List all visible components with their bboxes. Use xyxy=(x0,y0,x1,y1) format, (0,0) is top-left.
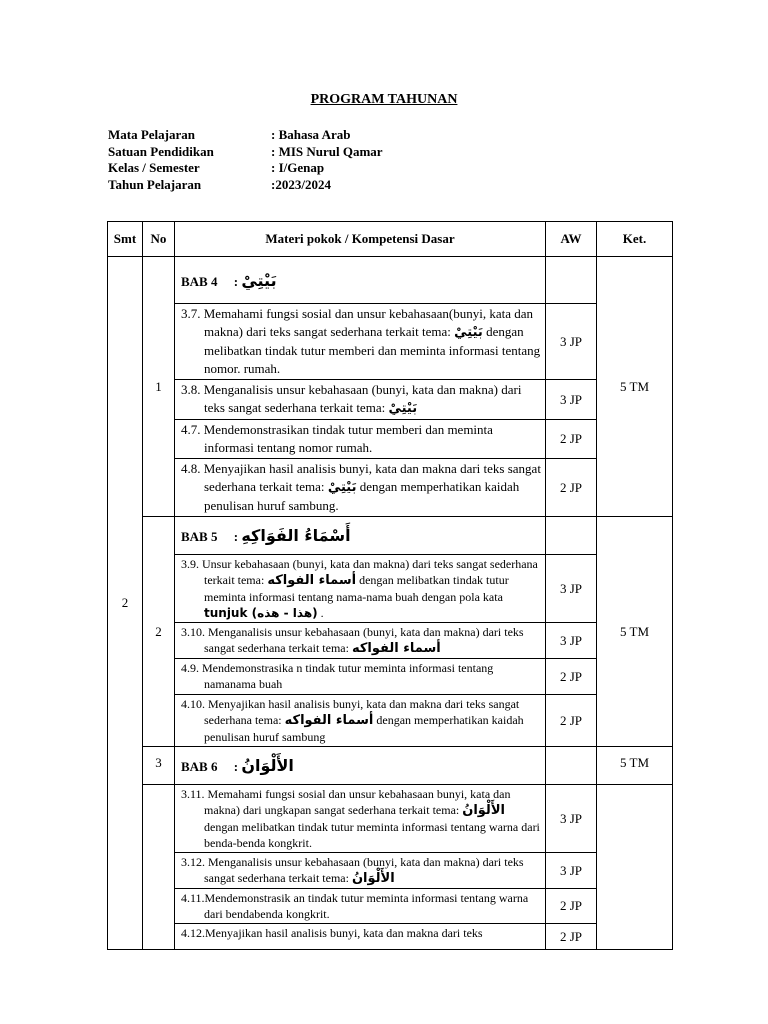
meta-row-subject xyxy=(108,127,383,144)
aw-cell xyxy=(546,747,597,785)
aw-cell: 3 JP xyxy=(546,623,597,659)
meta-row-class xyxy=(108,160,383,177)
kd-text-cont: dengan melibatkan tindak tutur meminta informasi tentang warna dari benda-benda kongkrit. xyxy=(204,820,540,850)
kd-arabic: أسماء الفواكه xyxy=(284,713,374,728)
kd-text: 4.8. Menyajikan hasil analisis bunyi, kata dan makna dari teks sangat sederhana terkait tema: xyxy=(181,461,541,494)
meta-label: Mata Pelajaran xyxy=(108,127,196,142)
table-row xyxy=(108,380,673,420)
kd-arabic: بَيْتِيْ xyxy=(454,325,483,340)
aw-cell: 2 JP xyxy=(546,420,597,459)
table-row xyxy=(108,785,673,853)
meta-label: Kelas / Semester xyxy=(108,160,200,175)
kd-cell xyxy=(175,924,546,950)
meta-value: : Bahasa Arab xyxy=(271,127,351,142)
meta-value: : MIS Nurul Qamar xyxy=(271,143,383,159)
aw-cell: 2 JP xyxy=(546,459,597,517)
bab-heading xyxy=(175,517,546,555)
kd-text-cont: dengan melibatkan tindak tutur meminta informasi tentang nama-nama buah dengan pola kata xyxy=(204,573,509,604)
ket-cell: 5 TM xyxy=(597,747,673,785)
bab-arabic: أَسْمَاءُ الفَوَاكِهِ xyxy=(241,526,351,545)
kd-text-cont: dengan melibatkan tindak tutur memberi dan meminta informasi tentang nomor. rumah. xyxy=(204,324,541,376)
kd-cell xyxy=(175,853,546,889)
bab-row xyxy=(108,747,673,785)
bab-colon: : xyxy=(233,759,239,774)
kd-text: 3.7. Memahami fungsi sosial dan unsur kebahasaan(bunyi, kata dan makna) dari teks sangat sederhana terkait tema: xyxy=(181,306,533,339)
bab-heading xyxy=(175,747,546,785)
kd-arabic: بَيْتِيْ xyxy=(327,480,357,495)
kd-text-cont: dengan memperhatikan kaidah penulisan huruf sambung xyxy=(204,713,524,744)
header-smt: Smt xyxy=(108,222,143,257)
table-row xyxy=(108,853,673,889)
kd-cell xyxy=(175,623,546,659)
aw-cell: 3 JP xyxy=(546,785,597,853)
bab-arabic: الأَلْوَانُ xyxy=(241,756,294,775)
program-table xyxy=(107,221,673,950)
no-cell: 1 xyxy=(143,257,175,517)
header-materi: Materi pokok / Kompetensi Dasar xyxy=(175,222,546,257)
document-meta xyxy=(108,127,383,193)
ket-cell-empty xyxy=(597,785,673,950)
kd-cell xyxy=(175,459,546,517)
header-no: No xyxy=(143,222,175,257)
aw-cell: 2 JP xyxy=(546,659,597,695)
kd-bold: tunjuk (هذا - هذه) xyxy=(204,606,318,620)
bab-label: BAB 5 xyxy=(181,529,218,544)
table-row xyxy=(108,889,673,924)
meta-row-school xyxy=(108,144,383,161)
kd-text: 3.12. Menganalisis unsur kebahasaan (bunyi, kata dan makna) dari teks sangat sederhana terkait tema: xyxy=(181,855,524,885)
kd-cell xyxy=(175,380,546,420)
kd-text: 4.10. Menyajikan hasil analisis bunyi, kata dan makna dari teks sangat sederhana tema: xyxy=(181,697,520,727)
table-header-row xyxy=(108,222,673,257)
aw-cell: 3 JP xyxy=(546,555,597,623)
kd-cell xyxy=(175,420,546,459)
kd-cell xyxy=(175,889,546,924)
aw-cell: 3 JP xyxy=(546,304,597,380)
aw-cell: 3 JP xyxy=(546,853,597,889)
aw-cell: 2 JP xyxy=(546,695,597,747)
kd-text: 3.8. Menganalisis unsur kebahasaan (bunyi, kata dan makna) dari teks sangat sederhana terkait tema: xyxy=(181,382,522,415)
kd-arabic: أسماء الفواكه xyxy=(351,641,441,656)
aw-cell xyxy=(546,257,597,304)
kd-cell xyxy=(175,659,546,695)
kd-text: 4.11.Mendemonstrasik an tindak tutur meminta informasi tentang warna dari bendabenda kongkrit. xyxy=(181,891,529,921)
aw-cell: 2 JP xyxy=(546,889,597,924)
kd-cell xyxy=(175,304,546,380)
table-row xyxy=(108,659,673,695)
kd-arabic: الأَلْوَانُ xyxy=(351,871,395,886)
document-title: PROGRAM TAHUNAN xyxy=(310,92,458,107)
no-cell: 2 xyxy=(143,517,175,747)
meta-value: :2023/2024 xyxy=(271,176,331,192)
kd-text: 4.12.Menyajikan hasil analisis bunyi, kata dan makna dari teks xyxy=(181,926,483,940)
table-row xyxy=(108,924,673,950)
kd-text: 4.7. Mendemonstrasikan tindak tutur memberi dan meminta informasi tentang nomor rumah. xyxy=(181,422,493,455)
meta-value: : I/Genap xyxy=(271,160,325,175)
bab-label: BAB 4 xyxy=(181,273,218,289)
kd-cell xyxy=(175,695,546,747)
kd-cell xyxy=(175,555,546,623)
bab-row xyxy=(108,257,673,304)
no-cell: 3 xyxy=(143,747,175,785)
kd-arabic: أسماء الفواكه xyxy=(267,573,357,588)
bab-row xyxy=(108,517,673,555)
bab-label: BAB 6 xyxy=(181,759,218,774)
no-cell-empty xyxy=(143,785,175,950)
kd-arabic: الأَلْوَانُ xyxy=(462,803,505,818)
kd-arabic: بَيْتِيْ xyxy=(388,401,418,416)
kd-text: 3.11. Memahami fungsi sosial dan unsur kebahasaan bunyi, kata dan makna) dari ungkapan sangat sederhana terkait tema: xyxy=(181,787,511,817)
table-row xyxy=(108,623,673,659)
bab-arabic: بَيْتِيْ xyxy=(241,270,277,290)
table-row xyxy=(108,555,673,623)
bab-colon: : xyxy=(233,529,239,544)
kd-text-cont: dengan memperhatikan kaidah penulisan huruf sambung. xyxy=(204,479,520,513)
aw-cell: 2 JP xyxy=(546,924,597,950)
meta-label: Tahun Pelajaran xyxy=(108,176,202,192)
kd-end: . xyxy=(320,606,324,620)
bab-heading xyxy=(175,257,546,304)
table-row xyxy=(108,304,673,380)
table-row xyxy=(108,695,673,747)
semester-cell: 2 xyxy=(108,257,143,950)
header-aw: AW xyxy=(546,222,597,257)
kd-text: 3.9. Unsur kebahasaan (bunyi, kata dan makna) dari teks sangat sederhana terkait tema: xyxy=(181,557,538,587)
ket-cell: 5 TM xyxy=(597,517,673,747)
kd-text: 4.9. Mendemonstrasika n tindak tutur meminta informasi tentang namanama buah xyxy=(181,661,494,691)
bab-colon: : xyxy=(233,273,239,289)
table-row xyxy=(108,459,673,517)
kd-text: 3.10. Menganalisis unsur kebahasaan (bunyi, kata dan makna) dari teks sangat sederhana terkait tema: xyxy=(181,625,524,655)
table-row xyxy=(108,420,673,459)
ket-cell: 5 TM xyxy=(597,257,673,517)
kd-cell xyxy=(175,785,546,853)
aw-cell: 3 JP xyxy=(546,380,597,420)
aw-cell xyxy=(546,517,597,555)
meta-label: Satuan Pendidikan xyxy=(108,143,214,159)
header-ket: Ket. xyxy=(597,222,673,257)
meta-row-year xyxy=(108,177,383,194)
